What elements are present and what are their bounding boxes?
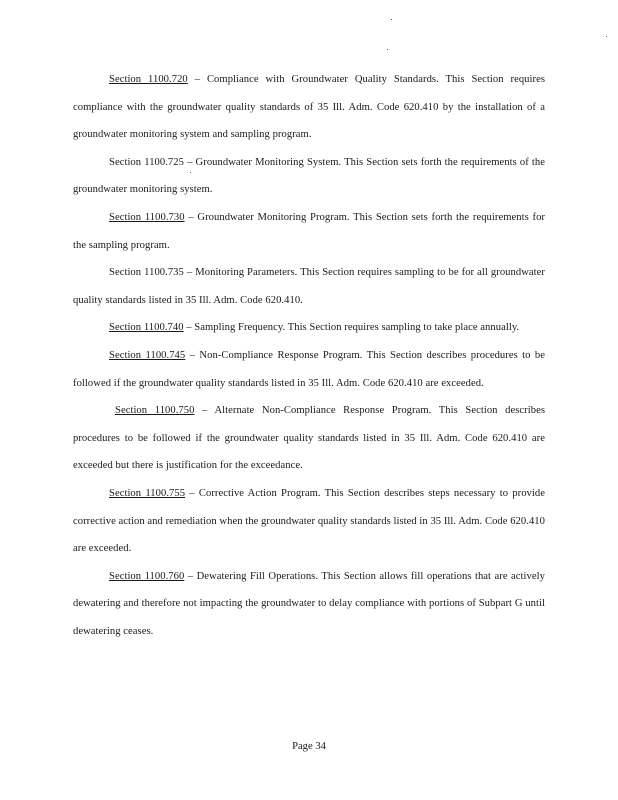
section-reference: Section 1100.745 bbox=[109, 349, 186, 361]
section-description: – Alternate Non-Compliance Response Program. This Section describes procedures to be followed if the groundwater quality standards listed in 35 Ill. Adm. Code 620.410 are exceeded but there is justification for the exceedance. bbox=[73, 405, 545, 472]
section-reference: Section 1100.725 bbox=[109, 156, 184, 168]
body-text bbox=[73, 66, 545, 645]
section-reference: Section 1100.720 bbox=[109, 74, 188, 85]
paragraph-section-755 bbox=[73, 480, 545, 563]
paragraph-section-735 bbox=[73, 259, 545, 314]
section-description: – Non-Compliance Response Program. This Section describes procedures to be followed if the groundwater quality standards listed in 35 Ill. Adm. Code 620.410 are exceeded. bbox=[73, 349, 546, 389]
section-description: – Compliance with Groundwater Quality Standards. This Section requires compliance with the groundwater quality standards of 35 Ill. Adm. Code 620.410 by the installation of a groundwater monitoring system and sampling program. bbox=[73, 74, 546, 141]
paragraph-section-730 bbox=[73, 204, 545, 259]
section-description: – Dewatering Fill Operations. This Section allows fill operations that are actively dewatering and therefore not impacting the groundwater to delay compliance with portions of Subpart G until dewatering ceases. bbox=[73, 570, 545, 637]
section-reference: Section 1100.755 bbox=[109, 487, 186, 499]
section-reference: Section 1100.750 bbox=[115, 405, 195, 417]
section-description: – Monitoring Parameters. This Section requires sampling to be for all groundwater quality standards listed in 35 Ill. Adm. Code 620.410. bbox=[73, 267, 546, 306]
paragraph-section-740 bbox=[73, 314, 545, 342]
section-reference: Section 1100.730 bbox=[109, 211, 185, 223]
paragraph-section-760 bbox=[73, 563, 545, 646]
section-description: – Groundwater Monitoring Program. This Section sets forth the requirements for the sampling program. bbox=[73, 211, 545, 251]
scan-speck bbox=[606, 36, 607, 37]
scan-speck bbox=[391, 19, 392, 20]
section-description: – Sampling Frequency. This Section requires sampling to take place annually. bbox=[183, 322, 520, 334]
paragraph-section-720 bbox=[73, 66, 545, 149]
page-number: Page 34 bbox=[292, 741, 326, 752]
section-description: – Corrective Action Program. This Section describes steps necessary to provide corrective action and remediation when the groundwater quality standards listed in 35 Ill. Adm. Code 620.410 are exceeded. bbox=[73, 487, 545, 555]
section-reference: Section 1100.740 bbox=[109, 322, 184, 334]
paragraph-section-745 bbox=[73, 342, 545, 397]
section-reference: Section 1100.760 bbox=[109, 570, 185, 582]
paragraph-section-750 bbox=[73, 397, 545, 480]
scan-speck bbox=[387, 49, 388, 50]
section-reference: Section 1100.735 bbox=[109, 267, 184, 279]
paragraph-section-725 bbox=[73, 149, 545, 204]
section-description: – Groundwater Monitoring System. This Section sets forth the requirements of the groundwater monitoring system. bbox=[73, 156, 545, 196]
